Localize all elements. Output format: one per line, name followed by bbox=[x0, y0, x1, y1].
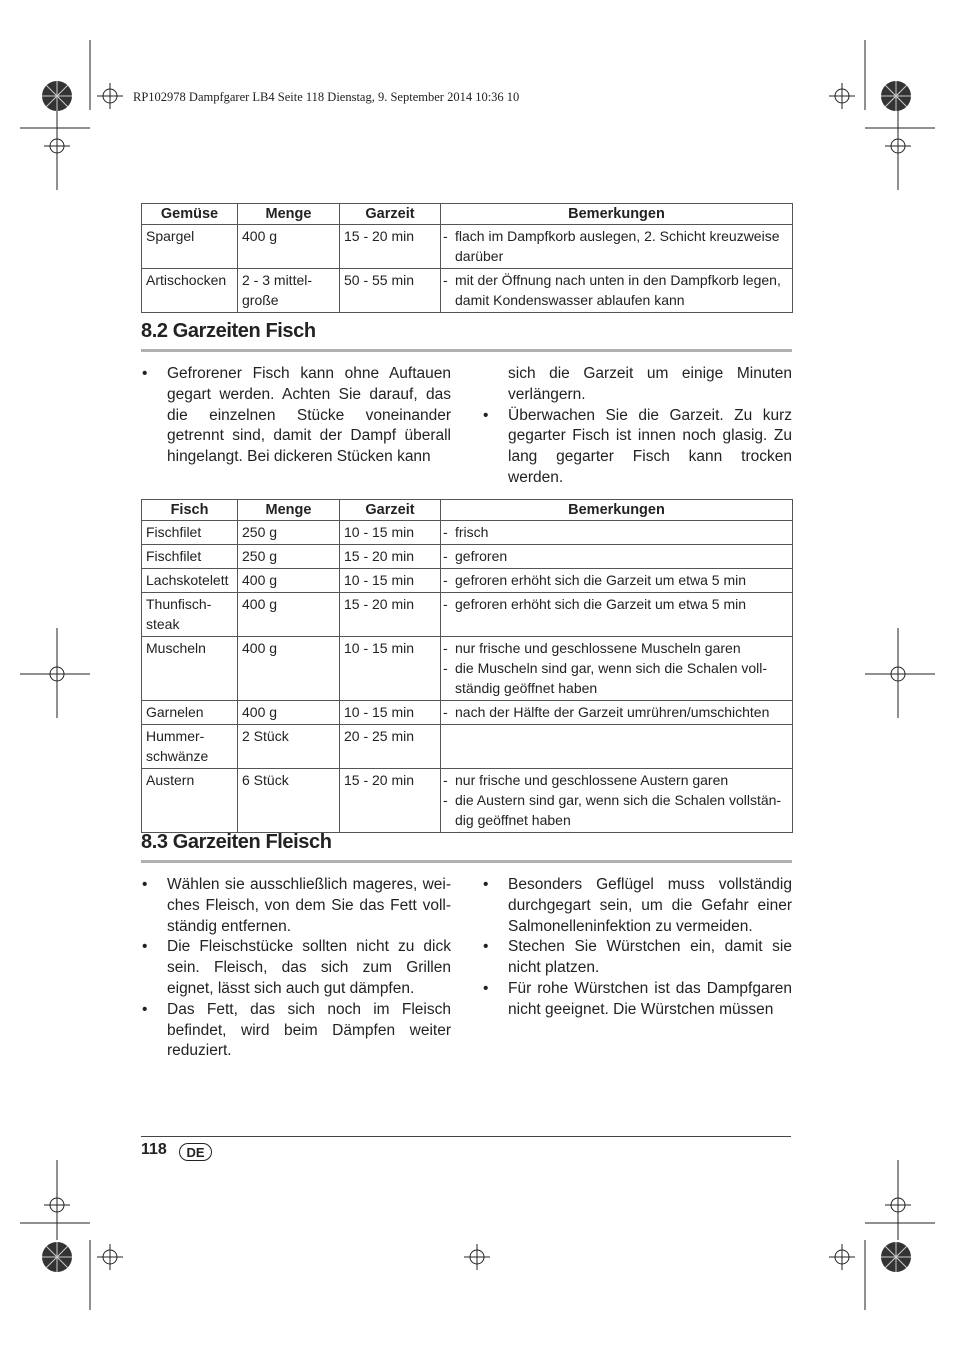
bullet-icon: • bbox=[142, 1000, 148, 1018]
item-cell: Muscheln bbox=[142, 637, 238, 701]
column-header: Bemerkungen bbox=[441, 500, 793, 521]
list-item-text: Das Fett, das sich noch im Fleisch befindet, wird beim Dämpfen weiter reduziert. bbox=[167, 1000, 451, 1060]
item-cell: Garnelen bbox=[142, 701, 238, 725]
list-item-text: Besonders Geflügel muss vollständig durchgegart sein, um die Gefahr einer Salmonelleninfektion zu vermeiden. bbox=[508, 876, 792, 935]
note-line bbox=[443, 594, 788, 614]
time-cell: 10 - 15 min bbox=[340, 701, 441, 725]
section-title-fish: 8.2 Garzeiten Fisch bbox=[141, 320, 316, 342]
column-header: Menge bbox=[238, 500, 340, 521]
notes-cell bbox=[441, 269, 793, 313]
item-cell: Austern bbox=[142, 769, 238, 833]
note-line bbox=[443, 522, 788, 542]
column-header: Bemerkungen bbox=[441, 204, 793, 225]
footer-rule bbox=[141, 1136, 791, 1137]
table-row bbox=[142, 593, 793, 637]
note-dash: - bbox=[443, 524, 448, 540]
table-row bbox=[142, 521, 793, 545]
time-cell: 15 - 20 min bbox=[340, 545, 441, 569]
fish-notes-left bbox=[141, 364, 451, 468]
note-dash: - bbox=[443, 228, 448, 244]
notes-cell bbox=[441, 521, 793, 545]
amount-cell: 2 - 3 mittel-große bbox=[238, 269, 340, 313]
notes-cell bbox=[441, 769, 793, 833]
bullet-icon: • bbox=[142, 876, 148, 893]
vegetable-cooking-table bbox=[141, 203, 793, 313]
list-item bbox=[141, 937, 451, 999]
bullet-icon: • bbox=[483, 876, 489, 893]
table-row bbox=[142, 725, 793, 769]
bullet-icon: • bbox=[142, 938, 148, 956]
note-dash: - bbox=[443, 548, 448, 564]
table-row bbox=[142, 637, 793, 701]
note-text: frisch bbox=[455, 524, 489, 540]
bullet-icon: • bbox=[142, 365, 148, 382]
table-header-row bbox=[142, 500, 793, 521]
fish-cooking-table bbox=[141, 499, 793, 833]
notes-cell bbox=[441, 637, 793, 701]
list-item bbox=[141, 364, 451, 468]
meat-notes-left bbox=[141, 875, 451, 1062]
note-text: nur frische und geschlossene Austern garen bbox=[455, 772, 729, 788]
list-item-text: Für rohe Würstchen ist das Dampfgaren nicht geeignet. Die Würstchen müssen bbox=[508, 979, 792, 1018]
amount-cell: 400 g bbox=[238, 225, 340, 269]
column-header: Garzeit bbox=[340, 204, 441, 225]
column-header: Garzeit bbox=[340, 500, 441, 521]
notes-cell bbox=[441, 225, 793, 269]
time-cell: 15 - 20 min bbox=[340, 593, 441, 637]
amount-cell: 400 g bbox=[238, 637, 340, 701]
table-row bbox=[142, 701, 793, 725]
table-row bbox=[142, 225, 793, 269]
note-text: die Muscheln sind gar, wenn sich die Schalen voll-ständig geöffnet haben bbox=[455, 660, 768, 696]
bullet-icon: • bbox=[483, 938, 489, 956]
time-cell: 10 - 15 min bbox=[340, 569, 441, 593]
section-rule bbox=[141, 349, 792, 352]
page-number: 118 bbox=[141, 1141, 167, 1158]
table-header-row bbox=[142, 204, 793, 225]
notes-cell bbox=[441, 701, 793, 725]
list-item-text: Gefrorener Fisch kann ohne Auftauen gegart werden. Achten Sie darauf, das die einzelnen Stücke voneinander getrennt sind, damit der Dampf überall hingelangt. Bei dickeren Stücken kann bbox=[167, 365, 451, 466]
list-item bbox=[482, 979, 792, 1021]
table-row bbox=[142, 545, 793, 569]
table-row bbox=[142, 269, 793, 313]
note-dash: - bbox=[443, 640, 448, 656]
notes-cell bbox=[441, 593, 793, 637]
note-line bbox=[443, 658, 788, 698]
item-cell: Artischocken bbox=[142, 269, 238, 313]
amount-cell: 2 Stück bbox=[238, 725, 340, 769]
time-cell: 20 - 25 min bbox=[340, 725, 441, 769]
amount-cell: 400 g bbox=[238, 569, 340, 593]
list-item bbox=[141, 1000, 451, 1062]
note-text: gefroren bbox=[455, 548, 508, 564]
note-line bbox=[443, 770, 788, 790]
note-dash: - bbox=[443, 572, 448, 588]
list-item-text: Die Fleischstücke sollten nicht zu dick sein. Fleisch, das sich zum Grillen eignet, lässt sich auch gut dämpfen. bbox=[167, 938, 451, 997]
list-item-text: Überwachen Sie die Garzeit. Zu kurz gegarter Fisch ist innen noch glasig. Zu lang gegarter Fisch kann trocken werden. bbox=[508, 406, 792, 486]
note-text: nur frische und geschlossene Muscheln garen bbox=[455, 640, 741, 656]
list-item-text: Wählen sie ausschließlich mageres, wei-ches Fleisch, von dem Sie das Fett voll-ständig entfernen. bbox=[167, 876, 451, 935]
note-text: mit der Öffnung nach unten in den Dampfkorb legen, damit Kondenswasser ablaufen kann bbox=[455, 272, 781, 308]
note-text: flach im Dampfkorb auslegen, 2. Schicht kreuzweise darüber bbox=[455, 228, 780, 264]
note-text: gefroren erhöht sich die Garzeit um etwa 5 min bbox=[455, 572, 747, 588]
column-header: Gemüse bbox=[142, 204, 238, 225]
bullet-icon: • bbox=[483, 979, 489, 997]
note-line bbox=[443, 226, 788, 266]
amount-cell: 400 g bbox=[238, 593, 340, 637]
note-text: die Austern sind gar, wenn sich die Schalen vollstän-dig geöffnet haben bbox=[455, 792, 782, 828]
column-header: Fisch bbox=[142, 500, 238, 521]
item-cell: Thunfisch-steak bbox=[142, 593, 238, 637]
note-line bbox=[443, 546, 788, 566]
list-item bbox=[141, 875, 451, 937]
meat-notes-right bbox=[482, 875, 792, 1021]
amount-cell: 400 g bbox=[238, 701, 340, 725]
time-cell: 15 - 20 min bbox=[340, 225, 441, 269]
section-rule bbox=[141, 860, 792, 863]
continuation-text: sich die Garzeit um einige Minuten verlängern. bbox=[508, 365, 792, 403]
item-cell: Spargel bbox=[142, 225, 238, 269]
list-item bbox=[482, 937, 792, 979]
note-dash: - bbox=[443, 272, 448, 288]
bullet-icon: • bbox=[483, 406, 489, 424]
item-cell: Hummer-schwänze bbox=[142, 725, 238, 769]
list-item-text: Stechen Sie Würstchen ein, damit sie nicht platzen. bbox=[508, 938, 792, 977]
amount-cell: 250 g bbox=[238, 545, 340, 569]
note-line bbox=[443, 270, 788, 310]
note-line bbox=[443, 570, 788, 590]
column-header: Menge bbox=[238, 204, 340, 225]
amount-cell: 6 Stück bbox=[238, 769, 340, 833]
list-item bbox=[482, 875, 792, 937]
note-dash: - bbox=[443, 772, 448, 788]
language-badge: DE bbox=[179, 1143, 212, 1161]
notes-cell bbox=[441, 545, 793, 569]
table-row bbox=[142, 569, 793, 593]
item-cell: Fischfilet bbox=[142, 521, 238, 545]
time-cell: 10 - 15 min bbox=[340, 637, 441, 701]
note-line bbox=[443, 702, 788, 722]
time-cell: 15 - 20 min bbox=[340, 769, 441, 833]
note-text: nach der Hälfte der Garzeit umrühren/umschichten bbox=[455, 704, 770, 720]
note-dash: - bbox=[443, 704, 448, 720]
amount-cell: 250 g bbox=[238, 521, 340, 545]
notes-cell bbox=[441, 725, 793, 769]
time-cell: 50 - 55 min bbox=[340, 269, 441, 313]
section-title-meat: 8.3 Garzeiten Fleisch bbox=[141, 831, 332, 853]
note-line bbox=[443, 790, 788, 830]
note-line bbox=[443, 638, 788, 658]
notes-cell bbox=[441, 569, 793, 593]
fish-notes-right bbox=[482, 364, 792, 489]
note-text: gefroren erhöht sich die Garzeit um etwa 5 min bbox=[455, 596, 747, 612]
item-cell: Fischfilet bbox=[142, 545, 238, 569]
list-item bbox=[482, 406, 792, 489]
note-dash: - bbox=[443, 596, 448, 612]
note-dash: - bbox=[443, 660, 448, 676]
table-row bbox=[142, 769, 793, 833]
print-slug: RP102978 Dampfgarer LB4 Seite 118 Dienstag, 9. September 2014 10:36 10 bbox=[133, 90, 520, 104]
item-cell: Lachskotelett bbox=[142, 569, 238, 593]
time-cell: 10 - 15 min bbox=[340, 521, 441, 545]
note-dash: - bbox=[443, 792, 448, 808]
